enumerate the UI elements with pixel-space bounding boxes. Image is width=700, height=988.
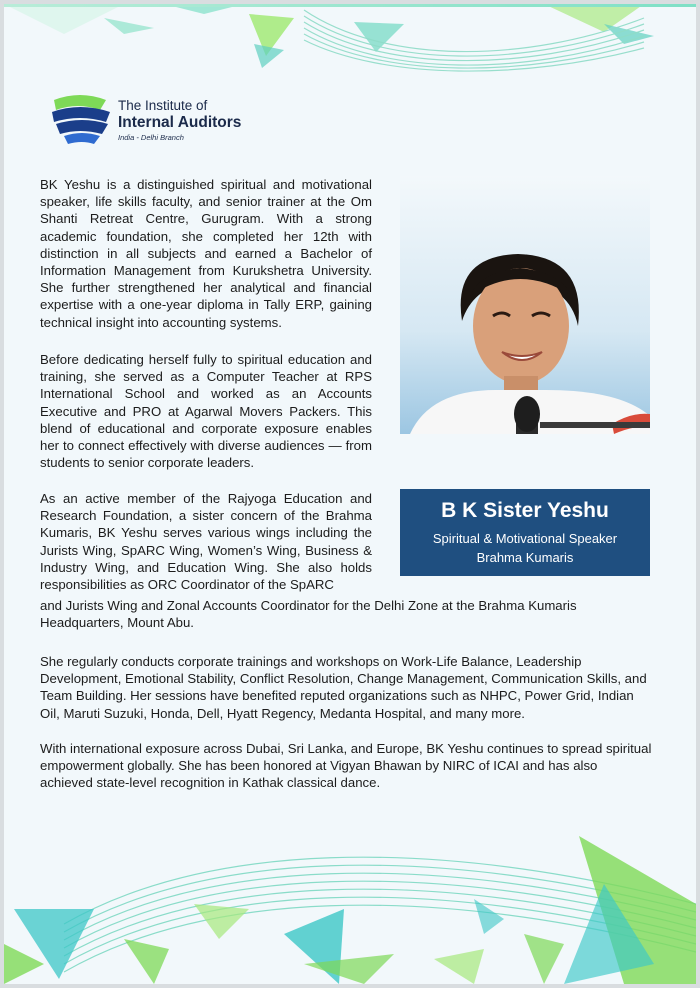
bio-paragraph-1: BK Yeshu is a distinguished spiritual and motivational speaker, life skills faculty, and senior trainer at the Om Shanti Retreat Centre, Gurugram. With a strong academic foundation, she completed her 12th with distinction in all subjects and earned a Bachelor of Information Management from Kurukshetra University. She further strengthened her analytical and financial expertise with a one-year diploma in Tally ERP, gaining technical insight into accounting systems. — [40, 177, 372, 330]
bio-paragraph-4: She regularly conducts corporate trainings and workshops on Work-Life Balance, Leadership Development, Emotional Stability, Conflict Resolution, Change Management, Communication Skills, and Team Building. Her sessions have benefited reputed organizations such as NHPC, Power Grid, Indian Oil, Maruti Suzuki, Honda, Dell, Hyatt Regency, Medanta Hospital, and many more. — [40, 654, 647, 721]
institute-logo — [50, 92, 270, 146]
bio-paragraph-2: Before dedicating herself fully to spiritual education and training, she served as a Computer Teacher at RPS International School and worked as an Accounts Executive and PRO at Agarwal Movers Packers. This blend of educational and corporate exposure enables her to connect effectively with diverse audiences — from students to senior corporate leaders. — [40, 352, 372, 471]
bio-paragraph-5: With international exposure across Dubai, Sri Lanka, and Europe, BK Yeshu continues to spread spiritual empowerment globally. She has been honored at Vigyan Bhawan by NIRC of ICAI and has also achieved state-level recognition in Kathak classical dance. — [40, 741, 652, 791]
logo-text-line3: India - Delhi Branch — [118, 133, 184, 142]
speaker-organization: Brahma Kumaris — [476, 550, 574, 565]
speaker-photo — [400, 176, 650, 434]
bio-paragraph-3: As an active member of the Rajyoga Education and Research Foundation, a sister concern of the Brahma Kumaris, BK Yeshu serves various wings including the Jurists Wing, SpARC Wing, Women’s Wing, Business & Industry Wing, and Education Wing. She also holds responsibilities as ORC Coordinator of the SpARC — [40, 491, 372, 593]
speaker-portrait-icon — [400, 176, 650, 434]
flyer-page — [4, 4, 696, 984]
logo-text-line1: The Institute of — [118, 98, 208, 113]
speaker-role: Spiritual & Motivational Speaker — [432, 531, 618, 546]
bio-paragraph-3-continued: and Jurists Wing and Zonal Accounts Coordinator for the Delhi Zone at the Brahma Kumaris Headquarters, Mount Abu. — [40, 598, 577, 631]
top-wave-decoration — [4, 4, 696, 84]
speaker-caption-box — [400, 489, 650, 576]
speaker-name: B K Sister Yeshu — [441, 499, 609, 522]
iia-logo-icon — [50, 92, 112, 144]
logo-text-line2: Internal Auditors — [118, 114, 242, 131]
